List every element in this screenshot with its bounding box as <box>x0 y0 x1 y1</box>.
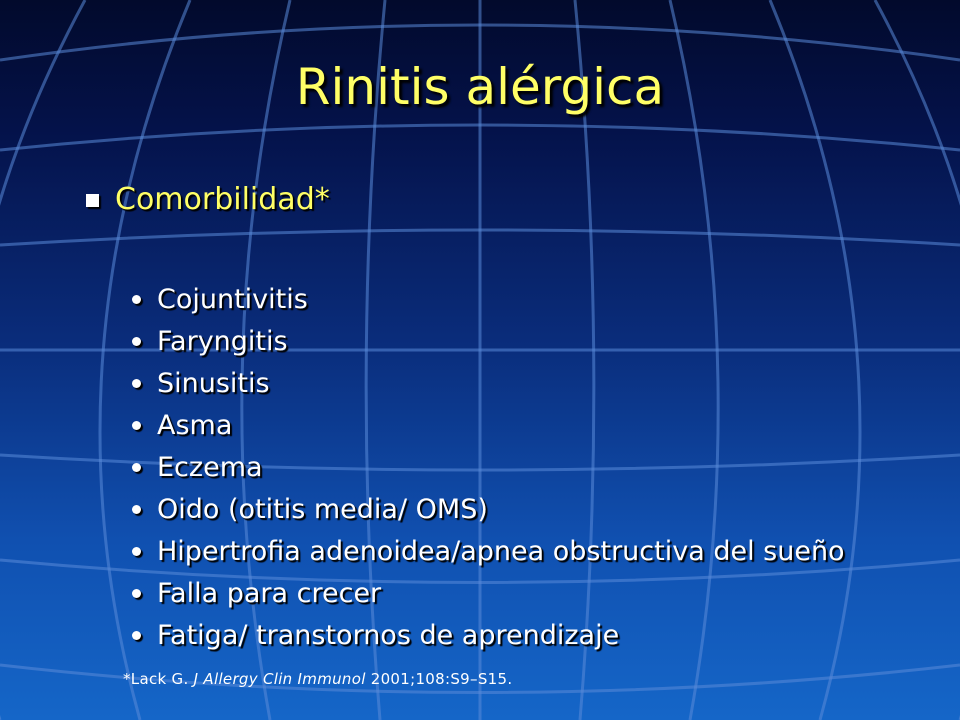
citation-suffix: 2001;108:S9–S15. <box>365 670 513 688</box>
bullet-dot-icon <box>132 337 141 346</box>
list-item-text: Faryngitis <box>157 325 288 357</box>
bullet-dot-icon <box>132 421 141 430</box>
list-item <box>132 320 845 362</box>
list-item <box>132 572 845 614</box>
bullet-dot-icon <box>132 547 141 556</box>
list-item <box>132 614 845 656</box>
list-item <box>132 530 845 572</box>
list-item <box>132 362 845 404</box>
bullet-dot-icon <box>132 505 141 514</box>
list-item-text: Fatiga/ transtornos de aprendizaje <box>157 619 620 651</box>
list-item-text: Hipertrofia adenoidea/apnea obstructiva del sueño <box>157 535 845 567</box>
bullet-dot-icon <box>132 295 141 304</box>
bullet-dot-icon <box>132 631 141 640</box>
bullet-dot-icon <box>132 589 141 598</box>
main-bullet-text: Comorbilidad* <box>115 182 330 217</box>
citation-prefix: *Lack G. <box>123 670 194 688</box>
list-item-text: Asma <box>157 409 233 441</box>
list-item-text: Eczema <box>157 451 263 483</box>
list-item-text: Falla para crecer <box>157 577 382 609</box>
list-item <box>132 404 845 446</box>
list-item-text: Oido (otitis media/ OMS) <box>157 493 488 525</box>
list-item <box>132 278 845 320</box>
slide-title: Rinitis alérgica <box>295 58 665 116</box>
list-item <box>132 446 845 488</box>
list-item <box>132 488 845 530</box>
list-item-text: Sinusitis <box>157 367 270 399</box>
comorbidity-list <box>132 278 845 656</box>
citation-footnote <box>123 670 512 688</box>
bullet-dot-icon <box>132 379 141 388</box>
list-item-text: Cojuntivitis <box>157 283 308 315</box>
square-bullet-icon <box>86 194 99 207</box>
main-bullet <box>86 182 330 217</box>
bullet-dot-icon <box>132 463 141 472</box>
citation-journal: J Allergy Clin Immunol <box>193 670 366 688</box>
